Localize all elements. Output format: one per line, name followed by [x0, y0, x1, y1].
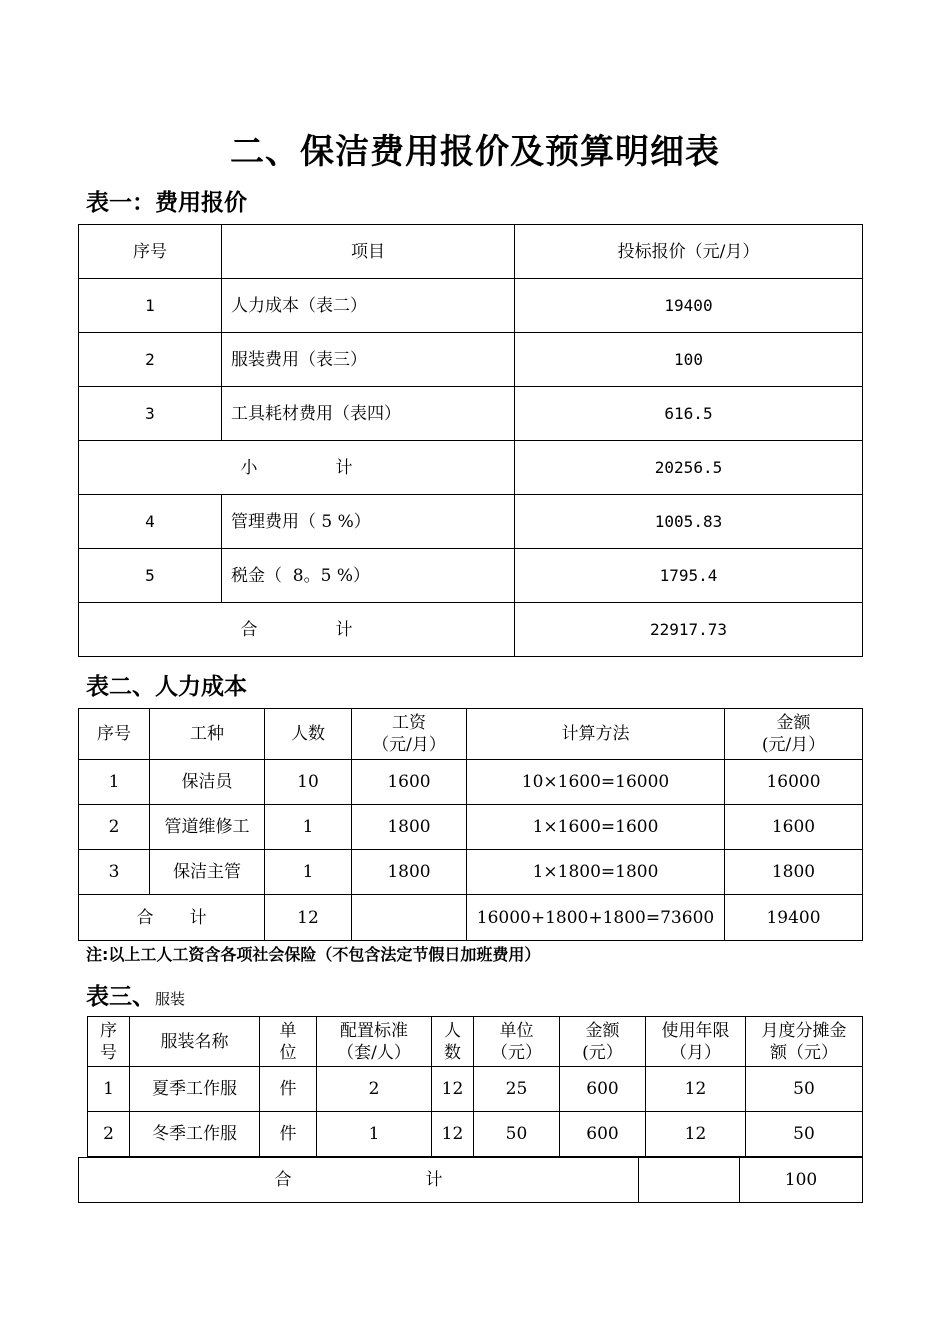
cell-no: 1 [79, 279, 222, 333]
header-line: （元/月） [372, 735, 446, 755]
table-row [79, 279, 863, 333]
header-cell-std [317, 1017, 432, 1067]
cell-no: 2 [79, 805, 150, 850]
total-row [79, 895, 863, 941]
header-cell-name: 服装名称 [130, 1017, 260, 1067]
header-cell: 项目 [222, 225, 515, 279]
header-line: 人 [444, 1020, 461, 1041]
total-label-b: 计 [425, 1170, 443, 1190]
cell-item: 工具耗材费用（表四） [222, 387, 515, 441]
header-cell-monthly [746, 1017, 863, 1067]
cell-amount: 1600 [725, 805, 863, 850]
page-title: 二、保洁费用报价及预算明细表 [230, 132, 720, 172]
cell-wage: 1800 [352, 805, 467, 850]
cell-amount: 600 [560, 1112, 646, 1157]
cell-name: 冬季工作服 [130, 1112, 260, 1157]
table-row [79, 805, 863, 850]
total-amount: 19400 [725, 895, 863, 941]
header-line: 位 [279, 1042, 297, 1063]
header-cell-wage [352, 709, 467, 760]
subtotal-label-b: 计 [335, 457, 353, 478]
cell-amount: 16000 [725, 760, 863, 805]
table3-heading-sub: 服装 [155, 990, 186, 1008]
total-label-b: 计 [189, 907, 207, 928]
table-row [79, 549, 863, 603]
table-row [88, 1112, 863, 1157]
subtotal-label-a: 小 [240, 457, 258, 478]
cell-no: 3 [79, 850, 150, 895]
cell-type: 保洁主管 [150, 850, 265, 895]
cell-amount: 600 [560, 1067, 646, 1112]
total-label [79, 1158, 639, 1203]
header-line: 金额 [585, 1020, 620, 1041]
header-cell: 计算方法 [467, 709, 725, 760]
cell-count: 10 [265, 760, 352, 805]
total-blank [639, 1158, 740, 1203]
cell-type: 管道维修工 [150, 805, 265, 850]
cell-name: 夏季工作服 [130, 1067, 260, 1112]
cell-monthly: 50 [746, 1112, 863, 1157]
table-row [79, 387, 863, 441]
header-cell: 工种 [150, 709, 265, 760]
cell-price: 1005.83 [515, 495, 863, 549]
header-line: 单位 [499, 1020, 534, 1041]
header-cell: 投标报价（元/月） [515, 225, 863, 279]
fee-quote-table [78, 224, 863, 657]
cell-no: 2 [79, 333, 222, 387]
cell-no: 5 [79, 549, 222, 603]
cell-price: 100 [515, 333, 863, 387]
cell-unit: 件 [260, 1112, 317, 1157]
header-cell-amount [560, 1017, 646, 1067]
header-cell-price [474, 1017, 560, 1067]
header-line: 月度分摊金 [761, 1020, 847, 1041]
subtotal-label [79, 441, 515, 495]
cell-item: 税金（ 8。5 %） [222, 549, 515, 603]
table-header-row [79, 709, 863, 760]
total-label-a: 合 [240, 619, 258, 640]
header-line: 数 [444, 1042, 461, 1063]
uniform-table [87, 1016, 863, 1157]
total-row [79, 1158, 863, 1203]
labor-cost-table [78, 708, 863, 941]
table-row [79, 850, 863, 895]
total-label-a: 合 [136, 907, 154, 928]
header-line: 配置标准 [340, 1020, 408, 1041]
total-label-a: 合 [274, 1170, 292, 1190]
cell-no: 1 [88, 1067, 130, 1112]
cell-years: 12 [646, 1067, 746, 1112]
table-row [88, 1067, 863, 1112]
header-line: 金额 [776, 713, 811, 733]
cell-price: 25 [474, 1067, 560, 1112]
total-count: 12 [265, 895, 352, 941]
total-label [79, 603, 515, 657]
header-cell-years [646, 1017, 746, 1067]
cell-item: 人力成本（表二） [222, 279, 515, 333]
header-cell-unit [260, 1017, 317, 1067]
cell-count: 12 [432, 1067, 474, 1112]
subtotal-row [79, 441, 863, 495]
table3-heading-main: 表三、 [86, 984, 155, 1010]
header-line: （套/人） [337, 1042, 411, 1063]
header-line: (元） [582, 1042, 623, 1063]
cell-calc: 1×1800=1800 [467, 850, 725, 895]
total-amount: 100 [740, 1158, 863, 1203]
header-line: 序 [100, 1020, 117, 1041]
cell-item: 管理费用（ 5 %） [222, 495, 515, 549]
cell-count: 1 [265, 850, 352, 895]
cell-wage: 1800 [352, 850, 467, 895]
cell-price: 19400 [515, 279, 863, 333]
total-calc: 16000+1800+1800=73600 [467, 895, 725, 941]
cell-price: 1795.4 [515, 549, 863, 603]
cell-no: 4 [79, 495, 222, 549]
total-row [79, 603, 863, 657]
header-line: 额（元） [770, 1042, 838, 1063]
labor-note: 注:以上工人工资含各项社会保险（不包含法定节假日加班费用） [86, 945, 541, 964]
cell-count: 12 [432, 1112, 474, 1157]
table2-heading: 表二、人力成本 [86, 674, 247, 700]
cell-years: 12 [646, 1112, 746, 1157]
cell-wage: 1600 [352, 760, 467, 805]
header-line: 使用年限 [661, 1020, 730, 1041]
header-cell-no [88, 1017, 130, 1067]
table3-heading [86, 978, 185, 1011]
total-price: 22917.73 [515, 603, 863, 657]
cell-calc: 1×1600=1600 [467, 805, 725, 850]
total-label [79, 895, 265, 941]
header-cell-amount [725, 709, 863, 760]
subtotal-price: 20256.5 [515, 441, 863, 495]
table-row [79, 333, 863, 387]
cell-no: 2 [88, 1112, 130, 1157]
cell-no: 3 [79, 387, 222, 441]
cell-std: 1 [317, 1112, 432, 1157]
total-wage [352, 895, 467, 941]
header-line: (元/月） [761, 735, 826, 755]
uniform-total-table [78, 1157, 863, 1203]
cell-item: 服装费用（表三） [222, 333, 515, 387]
cell-price: 616.5 [515, 387, 863, 441]
total-label-b: 计 [335, 619, 353, 640]
table-row [79, 760, 863, 805]
header-cell: 序号 [79, 225, 222, 279]
cell-unit: 件 [260, 1067, 317, 1112]
table-header-row [88, 1017, 863, 1067]
header-line: 单 [279, 1020, 297, 1041]
header-line: （元） [491, 1042, 542, 1063]
header-cell: 序号 [79, 709, 150, 760]
cell-type: 保洁员 [150, 760, 265, 805]
header-line: （月） [670, 1042, 721, 1063]
table-header-row [79, 225, 863, 279]
cell-count: 1 [265, 805, 352, 850]
cell-calc: 10×1600=16000 [467, 760, 725, 805]
cell-no: 1 [79, 760, 150, 805]
header-cell-count [432, 1017, 474, 1067]
cell-std: 2 [317, 1067, 432, 1112]
header-line: 号 [100, 1042, 117, 1063]
cell-price: 50 [474, 1112, 560, 1157]
cell-monthly: 50 [746, 1067, 863, 1112]
table1-heading: 表一：费用报价 [86, 190, 247, 216]
table-row [79, 495, 863, 549]
cell-amount: 1800 [725, 850, 863, 895]
header-cell: 人数 [265, 709, 352, 760]
header-line: 工资 [392, 713, 426, 733]
